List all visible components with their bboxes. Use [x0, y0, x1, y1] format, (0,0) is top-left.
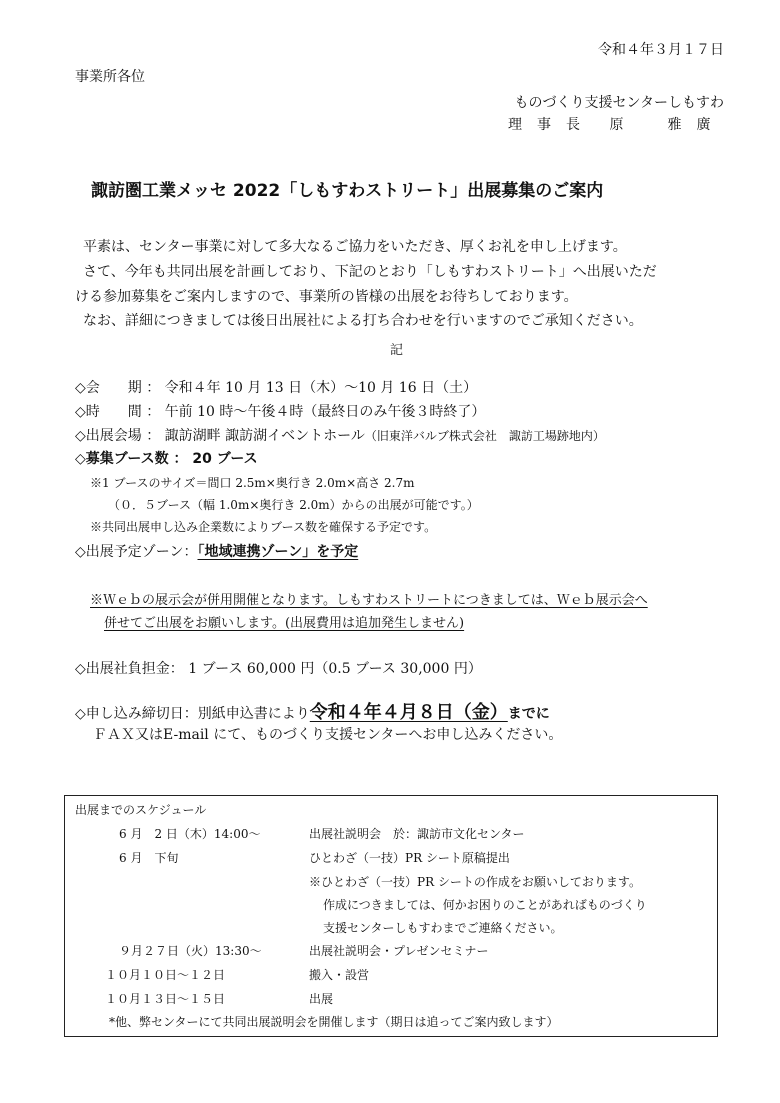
schedule-event: 搬入・設営 [309, 968, 370, 982]
schedule-event: 出展社説明会・プレゼンセミナー [309, 944, 489, 958]
schedule-date: １０月１３日～１５日 [105, 992, 226, 1006]
item-fee: ◇出展社負担金： 1 ブース 60,000 円（0.5 ブース 30,000 円） [75, 661, 482, 677]
deadline-label: ◇申し込み締切日：別紙申込書により [75, 706, 310, 722]
schedule-date: 6 月 下旬 [119, 851, 179, 865]
web-exhibition-note-1: ※Ｗｅｂの展示会が併用開催となります。しもすわストリートにつきましては、Ｗｅｂ展示会へ [90, 593, 648, 608]
schedule-event: 支援センターしもすわまでご連絡ください。 [323, 921, 563, 935]
schedule-event: ひとわざ（一技）PR シート原稿提出 [309, 851, 510, 865]
item-venue [75, 425, 605, 445]
body-paragraph-2a: さて、今年も共同出展を計画しており、下記のとおり「しもすわストリート」へ出展いただ [83, 264, 657, 280]
schedule-box [64, 795, 718, 1037]
item-zone [75, 541, 358, 561]
schedule-event: 出展社説明会 於：諏訪市文化センター [309, 827, 525, 841]
body-paragraph-3: なお、詳細につきましては後日出展社による打ち合わせを行いますのでご承知ください。 [83, 313, 643, 329]
booth-size-note: ※1 ブースのサイズ＝間口 2.5m×奥行き 2.0m×高さ 2.7m [90, 476, 415, 490]
item-period: ◇会 期 ： 令和４年 10 月 13 日（木）～10 月 16 日（土） [75, 380, 478, 396]
booth-allocation-note: ※共同出展申し込み企業数によりブース数を確保する予定です。 [90, 520, 437, 534]
schedule-event: 出展 [309, 992, 334, 1006]
zone-label: ◇出展予定ゾーン： [75, 544, 198, 560]
schedule-date: 6 月 2 日（木）14:00～ [119, 827, 261, 841]
deadline-suffix: までに [507, 706, 550, 722]
venue-note: （旧東洋バルブ株式会社 諏訪工場跡地内） [364, 429, 605, 443]
document-title: 諏訪圏工業メッセ 2022「しもすわストリート」出展募集のご案内 [91, 181, 604, 201]
ki-marker: 記 [390, 343, 404, 358]
apply-instructions: ＦＡＸ又はE-mail にて、ものづくり支援センターへお申し込みください。 [93, 727, 563, 743]
item-time: ◇時 間 ： 午前 10 時～午後４時（最終日のみ午後３時終了） [75, 404, 486, 420]
schedule-event: ※ひとわざ（一技）PR シートの作成をお願いしております。 [309, 875, 641, 889]
schedule-date: ９月２７日（火）13:30～ [119, 944, 262, 958]
venue-label: ◇出展会場 ： 諏訪湖畔 諏訪湖イベントホール [75, 428, 365, 444]
body-paragraph-1: 平素は、センター事業に対して多大なるご協力をいただき、厚くお礼を申し上げます。 [83, 239, 627, 255]
document-date: 令和４年３月１７日 [598, 42, 724, 58]
half-booth-note: （０．５ブース（幅 1.0m×奥行き 2.0m）からの出展が可能です。） [108, 498, 479, 512]
item-deadline [75, 698, 550, 724]
zone-value: 「地域連携ゾーン」を予定 [197, 544, 359, 560]
body-paragraph-2b: ける参加募集をご案内しますので、事業所の皆様の出展をお待ちしております。 [75, 289, 578, 305]
item-booths: ◇募集ブース数 ： 20 ブース [75, 451, 258, 467]
schedule-footnote: *他、弊センターにて共同出展説明会を開催します（期日は追ってご案内致します） [109, 1015, 559, 1029]
deadline-date: 令和４年４月８日（金） [309, 702, 508, 723]
schedule-heading: 出展までのスケジュール [75, 803, 207, 817]
sender-organization: ものづくり支援センターしもすわ [514, 95, 724, 111]
web-exhibition-note-2: 併せてご出展をお願いします。(出展費用は追加発生しません) [104, 616, 465, 631]
schedule-event: 作成につきましては、何かお困りのことがあればものづくり [323, 898, 647, 912]
addressee: 事業所各位 [75, 69, 145, 85]
schedule-date: １０月１０日～１２日 [105, 968, 226, 982]
sender-name: 理 事 長 原 雅 廣 [508, 117, 711, 133]
